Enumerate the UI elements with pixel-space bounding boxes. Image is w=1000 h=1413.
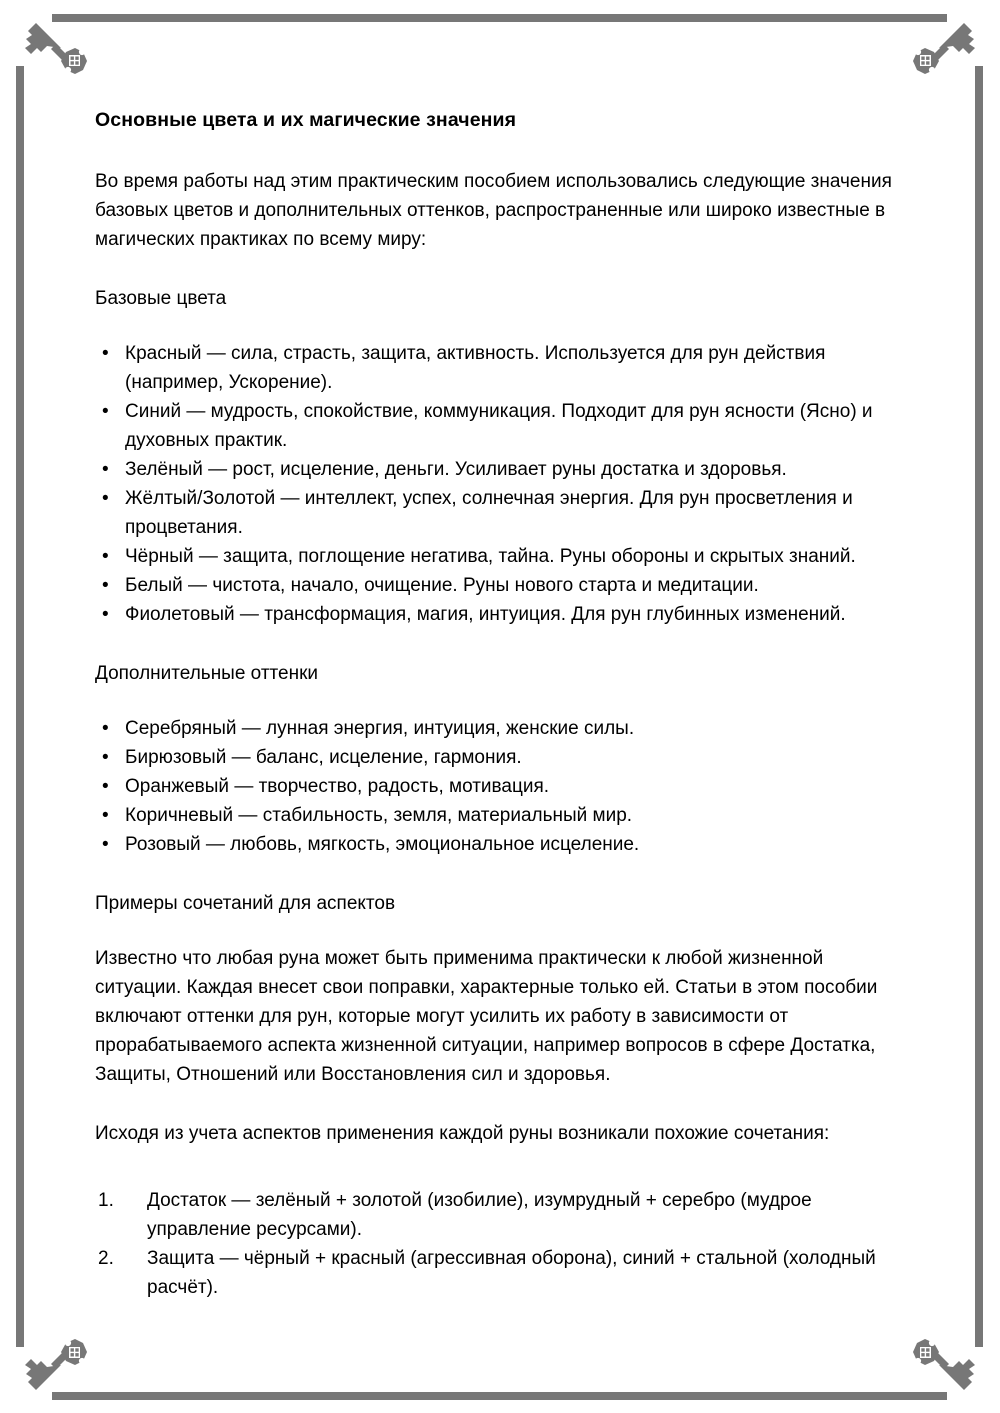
numbered-list-item: [95, 1244, 895, 1302]
list-item: • Синий — мудрость, спокойствие, коммуникация. Подходит для рун ясности (Ясно) и духовных практик.: [95, 397, 895, 455]
list-item: • Зелёный — рост, исцеление, деньги. Усиливает руны достатка и здоровья.: [95, 455, 895, 484]
list-item: • Серебряный — лунная энергия, интуиция, женские силы.: [95, 714, 895, 743]
combinations-paragraph-2: Исходя из учета аспектов применения каждой руны возникали похожие сочетания:: [95, 1123, 830, 1145]
section-heading-base-colors: Базовые цвета: [95, 288, 227, 310]
list-item: • Оранжевый — творчество, радость, мотивация.: [95, 772, 895, 801]
key-ornament-icon: [898, 6, 994, 102]
combinations-numbered-list: [95, 1186, 895, 1302]
extra-shades-list: [95, 714, 895, 859]
list-item: • Чёрный — защита, поглощение негатива, тайна. Руны обороны и скрытых знаний.: [95, 542, 895, 571]
frame-bar-left: [16, 66, 24, 1347]
document-content: [95, 108, 895, 1302]
key-ornament-icon: [898, 1311, 994, 1407]
list-item: • Белый — чистота, начало, очищение. Руны нового старта и медитации.: [95, 571, 895, 600]
section-heading-combinations: Примеры сочетаний для аспектов: [95, 893, 396, 915]
list-item-number: 1.: [98, 1190, 114, 1212]
combinations-paragraph-1: Известно что любая руна может быть применима практически к любой жизненной ситуации. Каждая внесет свои поправки, характерные только ей. Статьи в этом пособии включают оттенки для рун, которые могут усилить их работу в зависимости от прорабатываемого аспекта жизненной ситуации, например вопросов в сфере Достатка, Защиты, Отношений или Восстановления сил и здоровья.: [95, 948, 878, 1086]
list-item: • Бирюзовый — баланс, исцеление, гармония.: [95, 743, 895, 772]
page-title: Основные цвета и их магические значения: [95, 109, 517, 131]
list-item: • Розовый — любовь, мягкость, эмоциональное исцеление.: [95, 830, 895, 859]
frame-bar-top: [52, 14, 947, 22]
frame-bar-right: [975, 66, 983, 1347]
list-item-text: Достаток — зелёный + золотой (изобилие), изумрудный + серебро (мудрое управление ресурсами).: [147, 1190, 812, 1241]
spacer: [95, 1174, 895, 1186]
section-heading-extra-shades: Дополнительные оттенки: [95, 663, 319, 685]
list-item-text: Защита — чёрный + красный (агрессивная оборона), синий + стальной (холодный расчёт).: [147, 1248, 876, 1299]
key-ornament-icon: [6, 6, 102, 102]
list-item: • Фиолетовый — трансформация, магия, интуиция. Для рун глубинных изменений.: [95, 600, 895, 629]
list-item: • Жёлтый/Золотой — интеллект, успех, солнечная энергия. Для рун просветления и процветания.: [95, 484, 895, 542]
list-item: • Красный — сила, страсть, защита, активность. Используется для рун действия (например, Ускорение).: [95, 339, 895, 397]
key-ornament-icon: [6, 1311, 102, 1407]
list-item: • Коричневый — стабильность, земля, материальный мир.: [95, 801, 895, 830]
list-item-number: 2.: [98, 1248, 114, 1270]
frame-bar-bottom: [52, 1392, 947, 1400]
intro-paragraph: Во время работы над этим практическим пособием использовались следующие значения базовых цветов и дополнительных оттенков, распространенные или широко известные в магических практиках по всему миру:: [95, 171, 892, 251]
numbered-list-item: [95, 1186, 895, 1244]
base-colors-list: [95, 339, 895, 629]
